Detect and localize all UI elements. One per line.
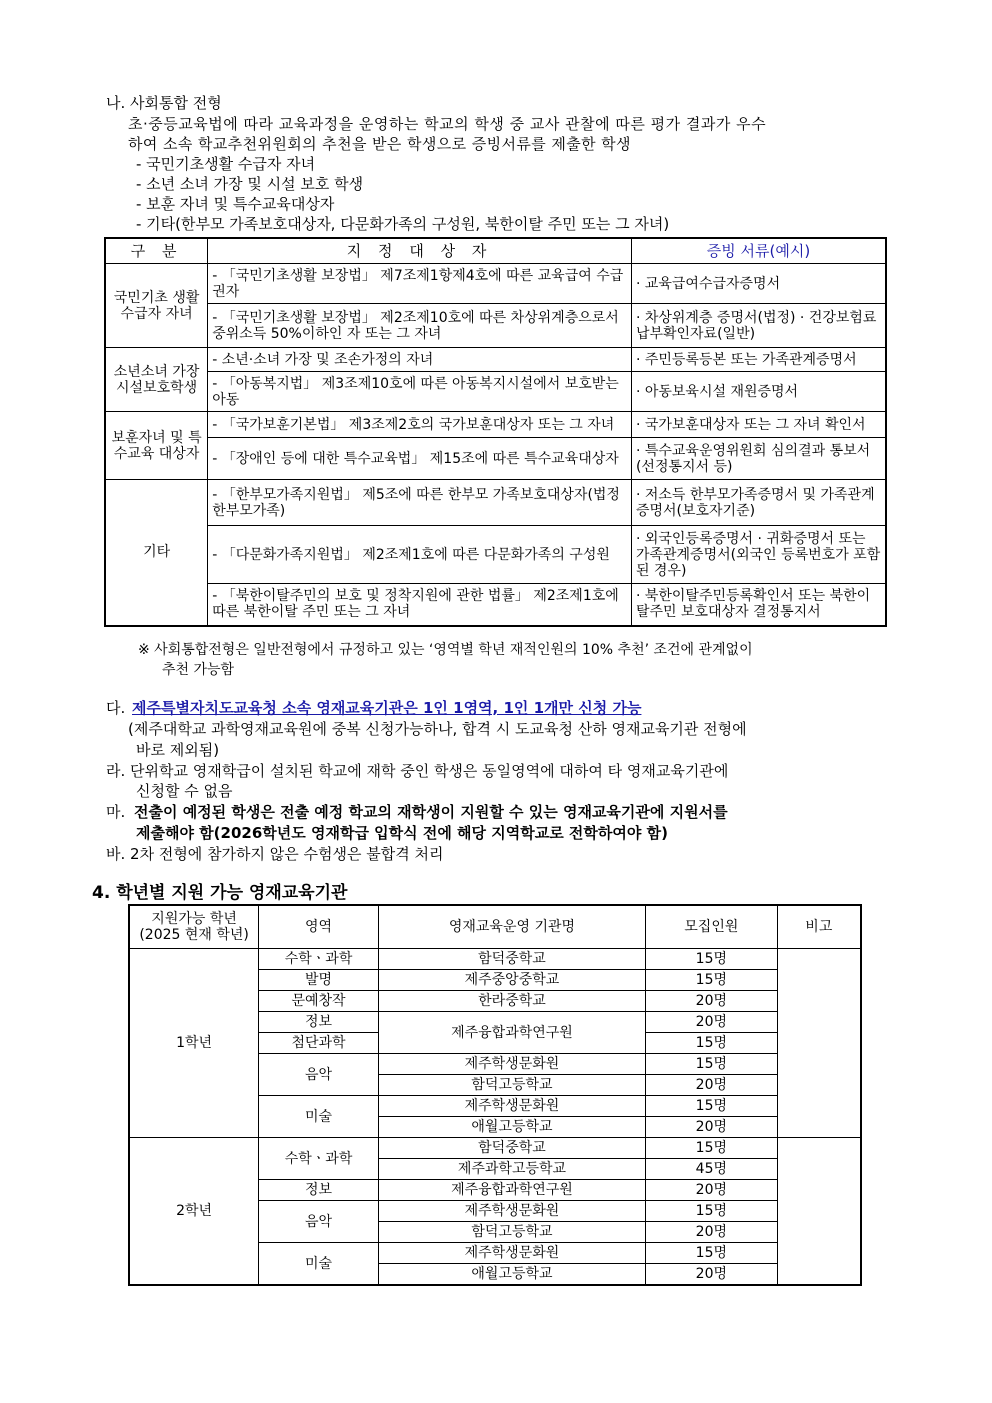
target-cell: - 「아동복지법」 제3조제10호에 따른 아동복지시설에서 보호받는 아동	[208, 372, 632, 412]
quota-cell: 15명	[646, 949, 778, 970]
header-area: 영역	[259, 905, 379, 949]
header-grade: 지원가능 학년 (2025 현재 학년)	[129, 905, 259, 949]
bullet-4: - 기타(한부모 가족보호대상자, 다문화가족의 구성원, 북한이탈 주민 또는 그 자녀)	[136, 215, 670, 233]
quota-cell: 15명	[646, 1243, 778, 1264]
institution-cell: 함덕고등학교	[378, 1222, 645, 1243]
target-cell: - 「북한이탈주민의 보호 및 정착지원에 관한 법률」 제2조제1호에 따른 북한이탈 주민 또는 그 자녀	[208, 584, 632, 626]
quota-cell: 20명	[646, 1222, 778, 1243]
quota-cell: 15명	[646, 970, 778, 991]
quota-cell: 20명	[646, 1012, 778, 1033]
section-da-highlight: 제주특별자치도교육청 소속 영재교육기관은 1인 1영역, 1인 1개만 신청 가능	[132, 699, 642, 717]
quota-cell: 20명	[646, 1117, 778, 1138]
note-line-2: 추천 가능함	[162, 662, 235, 678]
header-institution: 영재교육운영 기관명	[378, 905, 645, 949]
institution-cell: 함덕고등학교	[378, 1075, 645, 1096]
institution-cell: 애월고등학교	[378, 1117, 645, 1138]
institution-cell: 제주학생문화원	[378, 1054, 645, 1075]
area-cell: 음악	[259, 1201, 379, 1243]
quota-cell: 15명	[646, 1033, 778, 1054]
target-cell: - 「국가보훈기본법」 제3조제2호의 국가보훈대상자 또는 그 자녀	[208, 412, 632, 438]
section-da-line3: 바로 제외됨)	[136, 741, 220, 759]
section-da-label: 다.	[106, 699, 126, 717]
area-cell: 미술	[259, 1096, 379, 1138]
section4-title: 4. 학년별 지원 가능 영재교육기관	[92, 883, 348, 903]
docs-cell: · 외국인등록증명서 · 귀화증명서 또는 가족관계증명서(외국인 등록번호가 포함된 경우)	[631, 526, 886, 584]
category-other: 기타	[105, 480, 208, 626]
section-ba-line1: 바. 2차 전형에 참가하지 않은 수험생은 불합격 처리	[106, 845, 444, 863]
target-cell: - 「장애인 등에 대한 특수교육법」 제15조에 따른 특수교육대상자	[208, 438, 632, 480]
quota-cell: 45명	[646, 1159, 778, 1180]
grade-1: 1학년	[129, 949, 259, 1138]
area-cell: 정보	[259, 1012, 379, 1033]
category-youth-head: 소년소녀 가장 시설보호학생	[105, 348, 208, 412]
institution-cell: 애월고등학교	[378, 1264, 645, 1286]
quota-cell: 20명	[646, 991, 778, 1012]
header-docs: 증빙 서류(예시)	[631, 238, 886, 264]
target-cell: - 「국민기초생활 보장법」 제7조제1항제4호에 따른 교육급여 수급권자	[208, 264, 632, 304]
quota-cell: 15명	[646, 1096, 778, 1117]
institution-cell: 제주학생문화원	[378, 1243, 645, 1264]
section-da-line2: (제주대학교 과학영재교육원에 중복 신청가능하나, 합격 시 도교육청 산하 영재교육기관 전형에	[128, 720, 747, 738]
grade-2: 2학년	[129, 1138, 259, 1286]
docs-cell: · 아동보육시설 재원증명서	[631, 372, 886, 412]
remarks-cell	[777, 949, 861, 1138]
quota-cell: 20명	[646, 1180, 778, 1201]
remarks-cell	[777, 1138, 861, 1286]
area-cell: 정보	[259, 1180, 379, 1201]
bullet-3: - 보훈 자녀 및 특수교육대상자	[136, 195, 335, 213]
section-ma-label: 마.	[106, 803, 126, 821]
area-cell: 수학ㆍ과학	[259, 1138, 379, 1180]
target-cell: - 「한부모가족지원법」 제5조에 따른 한부모 가족보호대상자(법정 한부모가족)	[208, 480, 632, 526]
area-cell: 수학ㆍ과학	[259, 949, 379, 970]
docs-cell: · 주민등록등본 또는 가족관계증명서	[631, 348, 886, 372]
docs-cell: · 북한이탈주민등록확인서 또는 북한이탈주민 보호대상자 결정통지서	[631, 584, 886, 626]
institution-cell: 함덕중학교	[378, 1138, 645, 1159]
section-ra-line1: 라. 단위학교 영재학급이 설치된 학교에 재학 중인 학생은 동일영역에 대하여 타 영재교육기관에	[106, 762, 729, 780]
docs-cell: · 저소득 한부모가족증명서 및 가족관계증명서(보호자기준)	[631, 480, 886, 526]
institution-cell: 제주융합과학연구원	[378, 1012, 645, 1054]
section-ma-line2: 제출해야 함(2026학년도 영재학급 입학식 전에 해당 지역학교로 전학하여야 함)	[136, 824, 668, 842]
quota-cell: 15명	[646, 1138, 778, 1159]
docs-cell: · 교육급여수급자증명서	[631, 264, 886, 304]
area-cell: 첨단과학	[259, 1033, 379, 1054]
bullet-1: - 국민기초생활 수급자 자녀	[136, 155, 316, 173]
area-cell: 미술	[259, 1243, 379, 1286]
bullet-2: - 소년 소녀 가장 및 시설 보호 학생	[136, 175, 364, 193]
institution-table	[128, 904, 862, 1286]
social-integration-table	[104, 237, 887, 627]
section-ma-line1: 전출이 예정된 학생은 전출 예정 학교의 재학생이 지원할 수 있는 영재교육기관에 지원서를	[134, 803, 728, 821]
header-quota: 모집인원	[646, 905, 778, 949]
category-basic-living: 국민기초 생활 수급자 자녀	[105, 264, 208, 348]
target-cell: - 「국민기초생활 보장법」 제2조제10호에 따른 차상위계층으로서 중위소득 50%이하인 자 또는 그 자녀	[208, 304, 632, 348]
institution-cell: 제주학생문화원	[378, 1201, 645, 1222]
institution-cell: 제주중앙중학교	[378, 970, 645, 991]
section-na-title: 나. 사회통합 전형	[106, 94, 222, 112]
area-cell: 발명	[259, 970, 379, 991]
header-category: 구 분	[105, 238, 208, 264]
docs-cell: · 차상위계층 증명서(법정) · 건강보험료 납부확인자료(일반)	[631, 304, 886, 348]
docs-cell: · 국가보훈대상자 또는 그 자녀 확인서	[631, 412, 886, 438]
category-veterans: 보훈자녀 및 특수교육 대상자	[105, 412, 208, 480]
institution-cell: 제주융합과학연구원	[378, 1180, 645, 1201]
header-target: 지 정 대 상 자	[208, 238, 632, 264]
section-na-desc-1: 초·중등교육법에 따라 교육과정을 운영하는 학교의 학생 중 교사 관찰에 따른 평가 결과가 우수	[128, 115, 767, 133]
quota-cell: 20명	[646, 1075, 778, 1096]
quota-cell: 20명	[646, 1264, 778, 1286]
docs-cell: · 특수교육운영위원회 심의결과 통보서(선정통지서 등)	[631, 438, 886, 480]
institution-cell: 함덕중학교	[378, 949, 645, 970]
header-remarks: 비고	[777, 905, 861, 949]
institution-cell: 한라중학교	[378, 991, 645, 1012]
note-line-1: ※ 사회통합전형은 일반전형에서 규정하고 있는 ‘영역별 학년 재적인원의 10% 추천’ 조건에 관계없이	[138, 642, 753, 658]
quota-cell: 15명	[646, 1201, 778, 1222]
area-cell: 문예창작	[259, 991, 379, 1012]
section-na-desc-2: 하여 소속 학교추천위원회의 추천을 받은 학생으로 증빙서류를 제출한 학생	[128, 135, 631, 153]
area-cell: 음악	[259, 1054, 379, 1096]
target-cell: - 「다문화가족지원법」 제2조제1호에 따른 다문화가족의 구성원	[208, 526, 632, 584]
institution-cell: 제주과학고등학교	[378, 1159, 645, 1180]
section-ra-line2: 신청할 수 없음	[136, 782, 233, 800]
institution-cell: 제주학생문화원	[378, 1096, 645, 1117]
quota-cell: 15명	[646, 1054, 778, 1075]
target-cell: - 소년·소녀 가장 및 조손가정의 자녀	[208, 348, 632, 372]
